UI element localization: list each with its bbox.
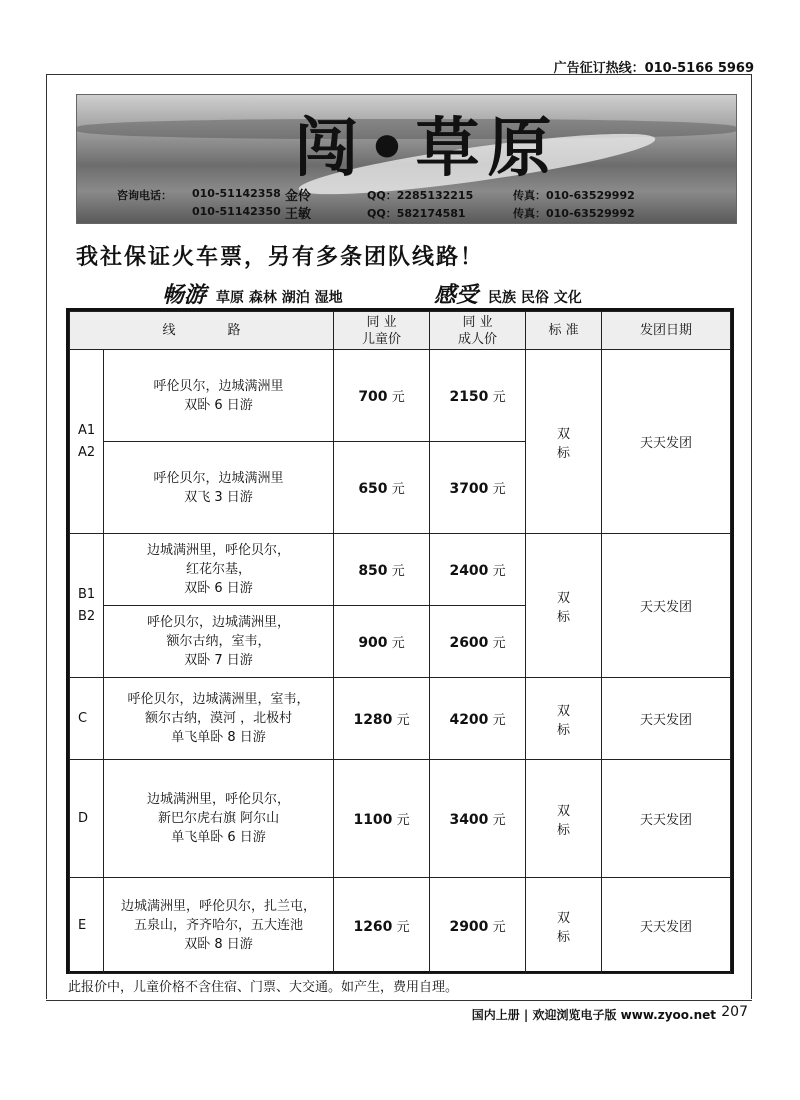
standard-c: 双 标 xyxy=(526,678,602,760)
footer-text: 国内上册 | 欢迎浏览电子版 www.zyoo.net xyxy=(471,1008,716,1022)
standard-a: 双 标 xyxy=(526,350,602,534)
date-b: 天天发团 xyxy=(602,534,731,678)
contact-person-1: 金伶 xyxy=(285,189,312,204)
price-note: 此报价中，儿童价格不含住宿、门票、大交通。如产生，费用自理。 xyxy=(68,980,459,995)
table-row xyxy=(70,350,731,442)
route-code-e: E xyxy=(70,878,104,974)
header-adult-price: 同 业 成人价 xyxy=(430,312,526,350)
date-d: 天天发团 xyxy=(602,760,731,878)
qq-1: QQ：2285132215 xyxy=(367,189,474,202)
date-c: 天天发团 xyxy=(602,678,731,760)
subtitle-left-small: 草原 森林 湖泊 湿地 xyxy=(216,290,343,306)
adult-price: 2150 元 xyxy=(430,350,526,442)
route-desc: 呼伦贝尔，边城满洲里， 额尔古纳，室韦， 双卧 7 日游 xyxy=(104,606,334,678)
subtitle-left-big: 畅游 xyxy=(162,282,207,308)
banner-image xyxy=(76,94,737,224)
adult-price: 2400 元 xyxy=(430,534,526,606)
route-code-a: A1 A2 xyxy=(70,350,104,534)
route-code-d: D xyxy=(70,760,104,878)
child-price: 650 元 xyxy=(334,442,430,534)
child-price: 900 元 xyxy=(334,606,430,678)
child-price: 1280 元 xyxy=(334,678,430,760)
header-date: 发团日期 xyxy=(602,312,731,350)
fax-1: 传真：010-63529992 xyxy=(513,189,635,202)
route-desc: 呼伦贝尔，边城满洲里，室韦， 额尔古纳，漠河 ，北极村 单飞单卧 8 日游 xyxy=(104,678,334,760)
adult-price: 3700 元 xyxy=(430,442,526,534)
date-a: 天天发团 xyxy=(602,350,731,534)
table-row xyxy=(70,534,731,606)
child-price: 850 元 xyxy=(334,534,430,606)
route-code-b: B1 B2 xyxy=(70,534,104,678)
table-row xyxy=(70,678,731,760)
contact-person-2: 王敏 xyxy=(285,207,312,222)
subtitle-left xyxy=(162,278,343,309)
phone-1: 010-51142358 xyxy=(192,187,281,200)
adult-price: 3400 元 xyxy=(430,760,526,878)
route-code-c: C xyxy=(70,678,104,760)
header-child-price: 同 业 儿童价 xyxy=(334,312,430,350)
route-desc: 呼伦贝尔，边城满洲里 双飞 3 日游 xyxy=(104,442,334,534)
subtitle-right xyxy=(434,278,582,309)
footer-rule xyxy=(46,1000,752,1001)
slogan: 我社保证火车票，另有多条团队线路！ xyxy=(76,245,485,270)
child-price: 1260 元 xyxy=(334,878,430,974)
child-price: 700 元 xyxy=(334,350,430,442)
route-desc: 边城满洲里，呼伦贝尔，扎兰屯， 五泉山，齐齐哈尔，五大连池 双卧 8 日游 xyxy=(104,878,334,974)
standard-d: 双 标 xyxy=(526,760,602,878)
adult-price: 2600 元 xyxy=(430,606,526,678)
adult-price: 2900 元 xyxy=(430,878,526,974)
banner-title: 闯•草原 xyxy=(294,111,560,186)
standard-b: 双 标 xyxy=(526,534,602,678)
phone-2: 010-51142350 xyxy=(192,205,281,218)
subtitle-right-big: 感受 xyxy=(434,282,479,308)
adult-price: 4200 元 xyxy=(430,678,526,760)
date-e: 天天发团 xyxy=(602,878,731,974)
table-header-row xyxy=(70,312,731,350)
route-desc: 边城满洲里，呼伦贝尔， 新巴尔虎右旗 阿尔山 单飞单卧 6 日游 xyxy=(104,760,334,878)
ad-hotline: 广告征订热线：010-5166 5969 xyxy=(553,61,754,76)
route-desc: 边城满洲里，呼伦贝尔， 红花尔基， 双卧 6 日游 xyxy=(104,534,334,606)
subtitle-right-small: 民族 民俗 文化 xyxy=(488,290,582,306)
fax-2: 传真：010-63529992 xyxy=(513,207,635,220)
table-row xyxy=(70,760,731,878)
header-standard: 标 准 xyxy=(526,312,602,350)
consult-label: 咨询电话： xyxy=(117,189,172,202)
page-number: 207 xyxy=(721,1004,748,1020)
table-row xyxy=(70,878,731,974)
route-desc: 呼伦贝尔，边城满洲里 双卧 6 日游 xyxy=(104,350,334,442)
qq-2: QQ：582174581 xyxy=(367,207,466,220)
child-price: 1100 元 xyxy=(334,760,430,878)
price-table xyxy=(66,308,734,974)
header-route: 线 路 xyxy=(70,312,334,350)
standard-e: 双 标 xyxy=(526,878,602,974)
